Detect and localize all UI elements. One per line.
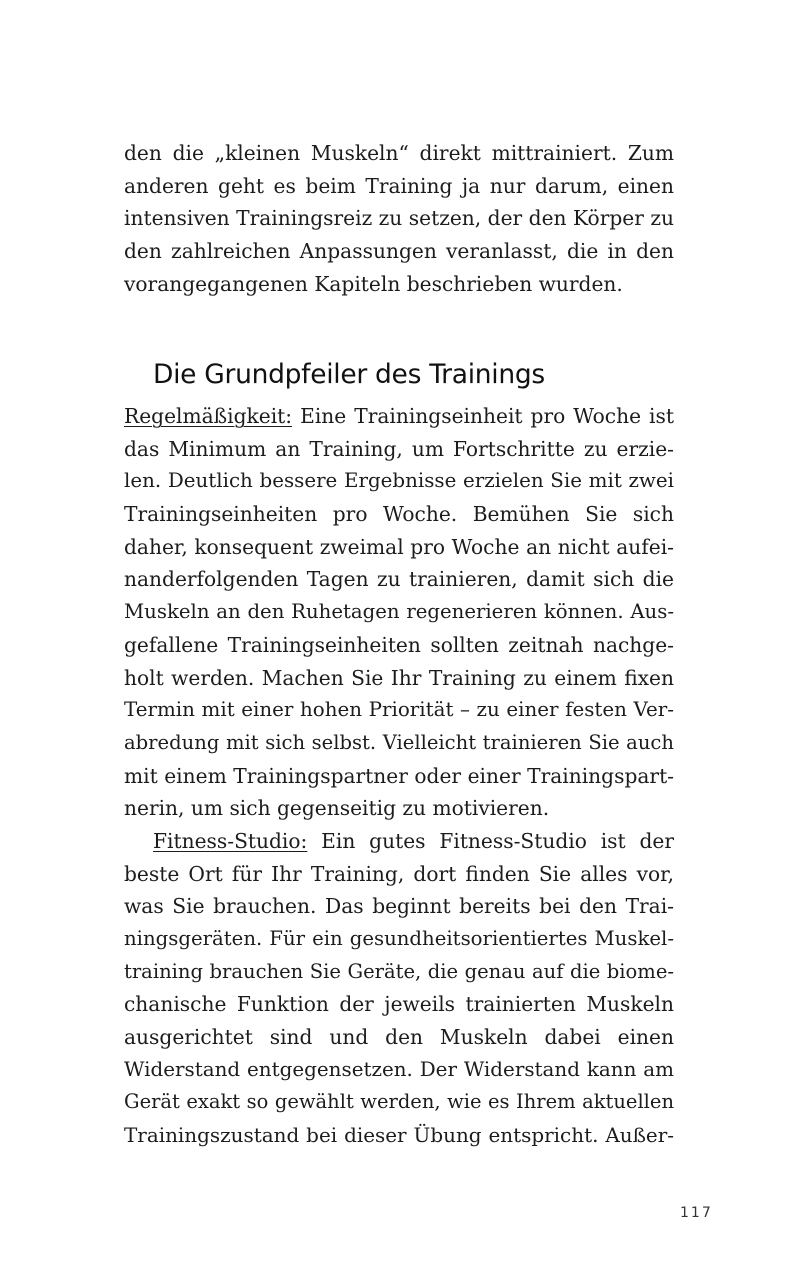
text-line: training brauchen Sie Geräte, die genau auf die biome- <box>124 959 674 983</box>
text-line: chanische Funktion der jeweils trainierten Muskeln <box>124 992 674 1017</box>
text-line: beste Ort für Ihr Training, dort finden Sie alles vor, <box>124 861 674 886</box>
text-line <box>124 825 674 858</box>
text-line: Trainingszustand bei dieser Übung entspricht. Außer- <box>124 1123 674 1148</box>
text-line: gefallene Trainingseinheiten sollten zeitnah nachge- <box>124 632 674 657</box>
text-line: den zahlreichen Anpassungen veranlasst, die in den <box>124 239 674 264</box>
text-line: ausgerichtet sind und den Muskeln dabei einen <box>124 1025 674 1050</box>
text-line: ningsgeräten. Für ein gesundheitsorientiertes Muskel- <box>124 927 674 950</box>
text-line: anderen geht es beim Training ja nur darum, einen <box>124 173 674 198</box>
text-line: abredung mit sich selbst. Vielleicht trainieren Sie auch <box>124 730 674 754</box>
section-body <box>124 400 674 1152</box>
text-line: len. Deutlich bessere Ergebnisse erzielen Sie mit zwei <box>124 469 674 493</box>
text-line <box>124 400 674 433</box>
text-line: intensiven Trainingsreiz zu setzen, der den Körper zu <box>124 206 674 231</box>
text-line: Termin mit einer hohen Priorität – zu einer festen Ver- <box>124 698 674 722</box>
term-fitness-studio: Fitness-Studio: <box>153 828 308 853</box>
text-fragment: Eine Trainingseinheit pro Woche ist <box>292 404 674 428</box>
intro-paragraph <box>124 137 674 300</box>
text-line: den die „kleinen Muskeln“ direkt mittrainiert. Zum <box>124 141 674 165</box>
section-heading: Die Grundpfeiler des Trainings <box>153 359 545 390</box>
text-line: was Sie brauchen. Das beginnt bereits bei den Trai- <box>124 894 674 919</box>
text-line: daher, konsequent zweimal pro Woche an nicht aufei- <box>124 534 674 559</box>
text-line: nanderfolgenden Tagen zu trainieren, damit sich die <box>124 567 674 592</box>
text-line: das Minimum an Training, um Fortschritte zu erzie- <box>124 436 674 461</box>
book-page <box>124 0 674 1270</box>
page-number: 117 <box>680 1205 713 1221</box>
text-line: Gerät exakt so gewählt werden, wie es Ihrem aktuellen <box>124 1090 674 1114</box>
text-line: nerin, um sich gegenseitig zu motivieren. <box>124 796 550 821</box>
text-line: Trainingseinheiten pro Woche. Bemühen Sie sich <box>124 502 674 527</box>
term-regelmaessigkeit: Regelmäßigkeit: <box>124 404 293 428</box>
text-line: Muskeln an den Ruhetagen regenerieren können. Aus- <box>124 600 674 624</box>
text-line: mit einem Trainingspartner oder einer Trainingspart- <box>124 763 674 788</box>
text-line: holt werden. Machen Sie Ihr Training zu einem fixen <box>124 665 674 690</box>
text-fragment: Ein gutes Fitness-Studio ist der <box>307 828 674 853</box>
text-line: Widerstand entgegensetzen. Der Widerstand kann am <box>124 1057 674 1081</box>
text-line: vorangegangenen Kapiteln beschrieben wurden. <box>124 271 623 296</box>
